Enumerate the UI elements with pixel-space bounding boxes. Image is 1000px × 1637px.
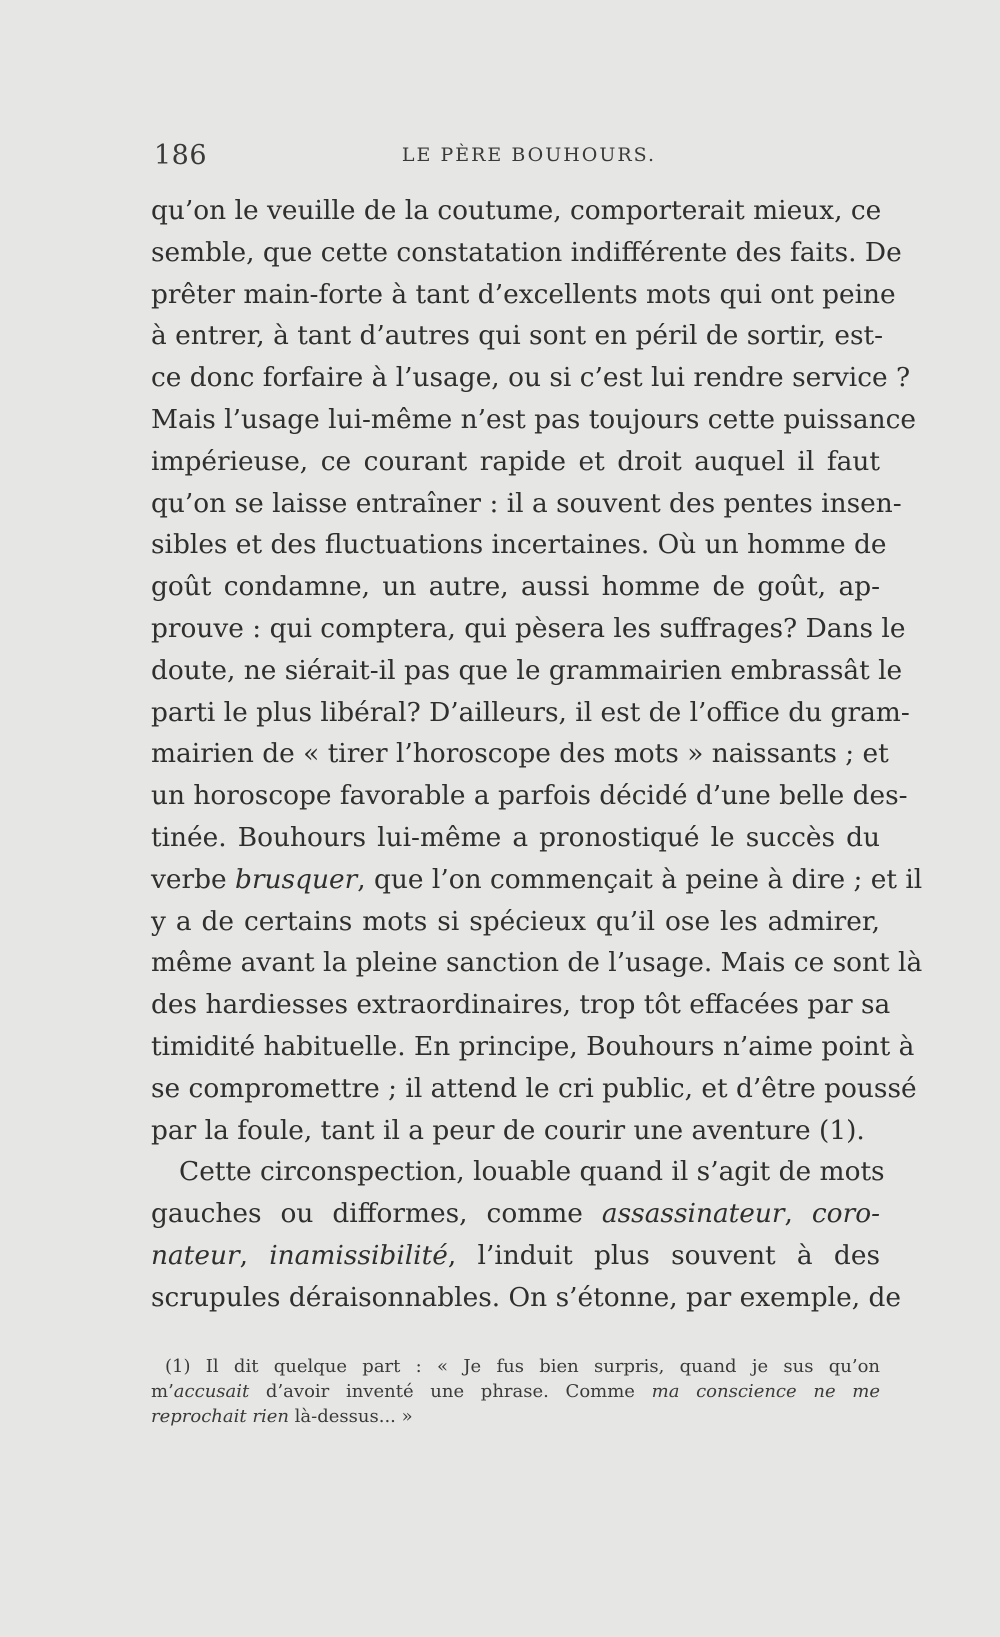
body-line	[151, 399, 916, 441]
text-run: ce donc forfaire à l’usage, ou si c’est lui rendre service ?	[151, 362, 911, 394]
text-run: même avant la pleine sanction de l’usage. Mais ce sont là	[151, 947, 923, 979]
italic-text: ma conscience ne me	[651, 1381, 880, 1402]
body-line	[151, 1277, 902, 1319]
text-run: d’avoir inventé une phrase. Comme	[249, 1381, 652, 1402]
body-line	[151, 566, 880, 608]
text-run: Mais l’usage lui-même n’est pas toujours cette puissance	[151, 403, 916, 435]
text-run: parti le plus libéral? D’ailleurs, il est de l’office du gram-	[151, 696, 910, 728]
text-run: m’	[151, 1381, 174, 1402]
body-line	[151, 1151, 885, 1193]
footnote-line	[151, 1354, 880, 1379]
italic-text: coro-	[811, 1198, 880, 1230]
text-run: Cette circonspection, louable quand il s’agit de mots	[179, 1156, 885, 1188]
text-run: doute, ne siérait-il pas que le grammairien embrassât le	[151, 654, 903, 686]
text-run: sibles et des fluctuations incertaines. Où un homme de	[151, 529, 887, 561]
body-line	[151, 1068, 917, 1110]
text-run: tinée. Bouhours lui-même a pronostiqué le succès du	[151, 821, 880, 853]
body-line	[151, 608, 906, 650]
body-line	[151, 984, 891, 1026]
body-line	[151, 733, 889, 775]
text-run: gauches ou difformes, comme	[151, 1198, 602, 1230]
text-run: qu’on se laisse entraîner : il a souvent des pentes insen-	[151, 487, 902, 519]
body-line	[151, 942, 923, 984]
text-run: , que l’on commençait à peine à dire ; et il	[357, 863, 923, 895]
body-line	[151, 1193, 880, 1235]
body-line	[151, 817, 880, 859]
text-run: scrupules déraisonnables. On s’étonne, par exemple, de	[151, 1281, 902, 1313]
body-line	[151, 274, 896, 316]
body-line	[151, 775, 908, 817]
body-line	[151, 232, 902, 274]
text-run: prouve : qui comptera, qui pèsera les suffrages? Dans le	[151, 612, 906, 644]
text-run: un horoscope favorable a parfois décidé d’une belle des-	[151, 780, 908, 812]
page-number: 186	[154, 140, 208, 171]
body-line	[151, 315, 884, 357]
text-run: verbe	[151, 863, 236, 895]
text-run: timidité habituelle. En principe, Bouhours n’aime point à	[151, 1030, 915, 1062]
text-run: des hardiesses extraordinaires, trop tôt effacées par sa	[151, 989, 891, 1021]
text-run: goût condamne, un autre, aussi homme de goût, ap-	[151, 571, 880, 603]
footnote-line	[151, 1404, 880, 1429]
body-line	[151, 483, 902, 525]
text-run: là-dessus... »	[288, 1406, 413, 1427]
italic-text: assassinateur	[601, 1198, 785, 1230]
body-line	[151, 1026, 915, 1068]
footnote-line	[151, 1379, 880, 1404]
text-run: mairien de « tirer l’horoscope des mots » naissants ; et	[151, 738, 889, 770]
text-run: , l’induit plus souvent à des	[447, 1239, 880, 1271]
text-run: par la foule, tant il a peur de courir une aventure (1).	[151, 1114, 865, 1146]
text-run: impérieuse, ce courant rapide et droit auquel il faut	[151, 445, 880, 477]
body-line	[151, 441, 880, 483]
body-line	[151, 190, 880, 232]
body-line	[151, 650, 903, 692]
body-line	[151, 859, 923, 901]
italic-text: nateur	[151, 1239, 240, 1271]
text-run: qu’on le veuille de la coutume, comporterait mieux, ce	[151, 195, 882, 226]
italic-text: brusquer	[235, 863, 358, 895]
text-run: ,	[239, 1239, 270, 1271]
italic-text: inamissibilité	[269, 1239, 448, 1271]
text-run: semble, que cette constatation indifférente des faits. De	[151, 236, 902, 268]
body-line	[151, 524, 887, 566]
italic-text: accusait	[173, 1381, 250, 1402]
text-run: prêter main-forte à tant d’excellents mots qui ont peine	[151, 278, 896, 310]
body-line	[151, 901, 880, 943]
text-run: ,	[784, 1198, 812, 1230]
text-run: (1) Il dit quelque part : « Je fus bien surpris, quand je sus qu’on	[165, 1356, 880, 1377]
body-line	[151, 1110, 880, 1152]
text-run: se compromettre ; il attend le cri public, et d’être poussé	[151, 1072, 917, 1104]
body-text	[151, 190, 923, 1319]
body-line	[151, 1235, 880, 1277]
text-run: y a de certains mots si spécieux qu’il ose les admirer,	[151, 905, 880, 937]
body-line	[151, 692, 910, 734]
running-head: LE PÈRE BOUHOURS.	[401, 144, 657, 166]
page-header	[154, 140, 874, 180]
text-run: à entrer, à tant d’autres qui sont en péril de sortir, est-	[151, 320, 884, 352]
body-line	[151, 357, 911, 399]
italic-text: reprochait rien	[151, 1406, 289, 1427]
footnotes	[151, 1354, 880, 1429]
